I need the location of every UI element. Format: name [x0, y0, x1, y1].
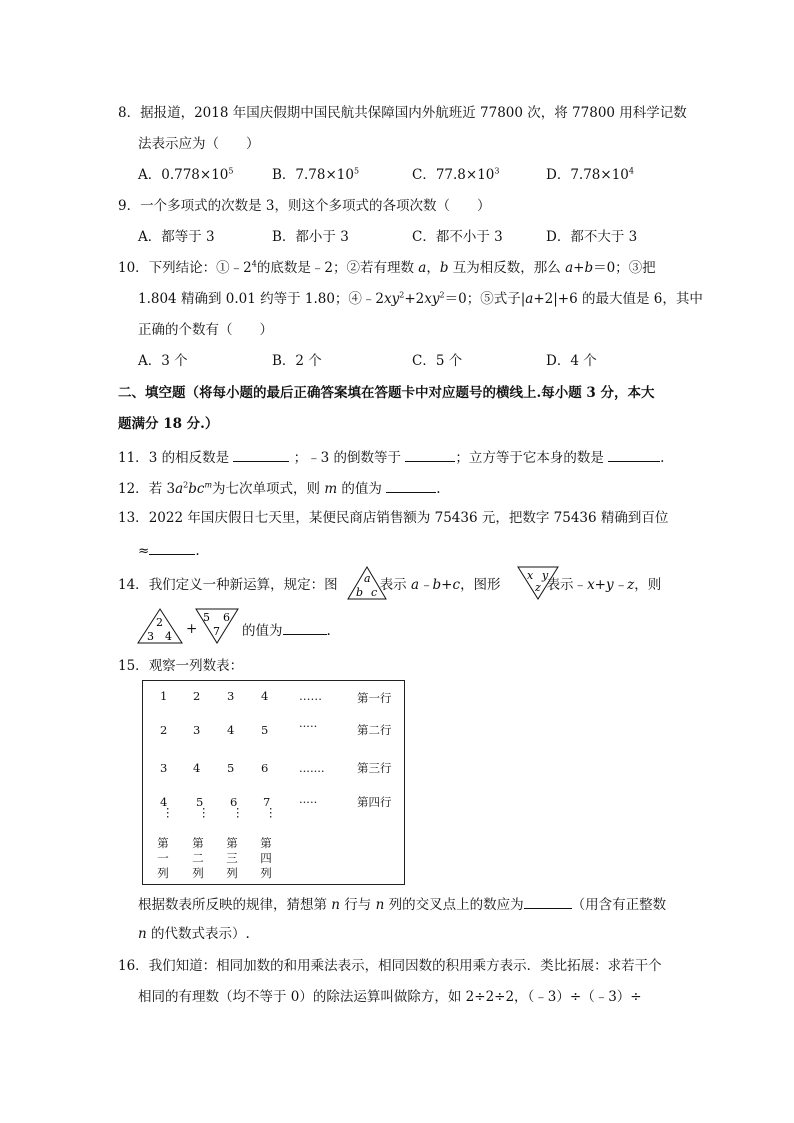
q12-line: 12．若 $3a^2bc^m$为七次单项式，则 m 的值为 .: [118, 478, 441, 498]
q9-line1: 9．一个多项式的次数是 3，则这个多项式的各项次数（ ）: [118, 198, 491, 214]
q13-line2: ≈ .: [138, 540, 200, 560]
row-label-1: 第一行: [357, 691, 392, 705]
q8-option-b: B．$7.78\times 10^5$: [272, 166, 360, 183]
svg-text:4: 4: [165, 630, 172, 643]
q10-line1: 10．下列结论：$①﹣2^4$的底数是﹣2；②若有理数 a，b 互为相反数，那么 a+b＝0；③把: [118, 259, 656, 276]
q13-blank[interactable]: [149, 540, 195, 555]
q10-option-c: C．5 个: [412, 353, 463, 369]
q8-number: 8．: [118, 105, 141, 121]
q11-blank-1[interactable]: [233, 447, 289, 462]
q14-plus: +: [186, 621, 198, 637]
inverted-triangle-567-icon: [194, 607, 240, 645]
q10-line2: 1.804 精确到 0.01 约等于 1.80；$④﹣2xy^2+2xy^2=0$；⑤式子|a+2|+6 的最大值是 6，其中: [138, 290, 703, 307]
q11-line: 11．3 的相反数是 ；﹣3 的倒数等于 ；立方等于它本身的数是 .: [118, 447, 664, 467]
svg-text:7: 7: [213, 625, 220, 638]
q10-line3: 正确的个数有（ ）: [138, 322, 273, 338]
q8-line1: [118, 104, 687, 122]
tri1-left: b: [356, 586, 364, 599]
q9-stem: 一个多项式的次数是 3，则这个多项式的各项次数（ ）: [140, 198, 491, 214]
q13-line1: 13．2022 年国庆假日七天里，某便民商店销售额为 75436 元，把数字 75436 精确到百位: [118, 510, 669, 526]
triangle-234-icon: [136, 607, 184, 645]
q10-option-a: A．3 个: [138, 353, 188, 369]
col-label-1: 第 一 列: [157, 836, 169, 880]
q8-line2: 法表示应为（ ）: [138, 136, 260, 152]
svg-text:3: 3: [147, 630, 154, 643]
q8-option-c: C．$77.8\times 10^3$: [412, 166, 500, 183]
q8-option-d: D．$7.78\times 10^4$: [546, 166, 634, 183]
row-label-2: 第二行: [357, 723, 392, 737]
tri1-right: c: [371, 586, 378, 599]
q9-option-d: D．都不大于 3: [546, 229, 638, 245]
q9-option-b: B．都小于 3: [272, 229, 349, 245]
q16-line2: 相同的有理数（均不等于 0）的除法运算叫做除方，如 2÷2÷2，（﹣3）÷（﹣3）÷: [138, 989, 642, 1005]
q15-line: 15．观察一列数表：: [118, 658, 244, 674]
q11-blank-2[interactable]: [405, 447, 455, 462]
col-label-4: 第 四 列: [260, 836, 272, 880]
q12-blank[interactable]: [386, 478, 436, 493]
section2-heading-cont: 题满分 18 分.）: [118, 416, 219, 432]
svg-text:5: 5: [203, 611, 210, 624]
tri2-right: y: [542, 569, 549, 582]
row-label-4: 第四行: [357, 795, 392, 809]
q14-blank[interactable]: [283, 620, 327, 635]
section2-heading: 二、填空题（将每小题的最后正确答案填在答题卡中对应题号的横线上.每小题 3 分，本大: [118, 385, 655, 401]
svg-text:2: 2: [156, 616, 163, 629]
q15-blank[interactable]: [524, 894, 572, 909]
q9-option-c: C．都不小于 3: [412, 229, 503, 245]
q9-option-a: A．都等于 3: [138, 229, 215, 245]
q15-after1: 根据数表所反映的规律，猜想第 n 行与 n 列的交叉点上的数应为 （用含有正整数: [138, 894, 666, 914]
col-label-2: 第 二 列: [192, 836, 204, 880]
q10-option-b: B．2 个: [272, 353, 322, 369]
triangle-abc-icon: [346, 565, 388, 601]
tri2-bottom: z: [535, 581, 541, 594]
inverted-triangle-xyz-icon: [516, 565, 560, 601]
row-label-3: 第三行: [357, 761, 392, 775]
col-label-3: 第 三 列: [226, 836, 238, 880]
q14-line2: 的值为 .: [242, 620, 331, 640]
q11-blank-3[interactable]: [608, 447, 660, 462]
tri2-left: x: [527, 569, 534, 582]
q15-after2: n 的代数式表示）.: [138, 926, 250, 942]
svg-text:6: 6: [223, 611, 230, 624]
number-table: 1 2 3 4 …… 第一行 2 3 4 5 ····· 第二行 3 4 5 6 ....... 第三行 4 5 6 7 ····· 第四行 ⋮ ⋮ ⋮ ⋮ 第 一 列 第 二 列 第 三 列 第 四 列: [142, 680, 405, 885]
q8-option-a: A．$0.778\times 10^5$: [138, 166, 234, 183]
q16-line1: 16．我们知道：相同加数的和用乘法表示，相同因数的积用乘方表示．类比拓展：求若干个: [118, 958, 662, 974]
tri1-top: a: [364, 572, 371, 585]
q14-line1: 14．我们定义一种新运算，规定：图 表示 a﹣b+c，图形 表示﹣x+y﹣z，则: [118, 577, 662, 593]
q8-stem: 据报道，2018 年国庆假期中国民航共保障国内外航班近 77800 次，将 77800 用科学记数: [140, 105, 687, 121]
q10-option-d: D．4 个: [546, 353, 597, 369]
